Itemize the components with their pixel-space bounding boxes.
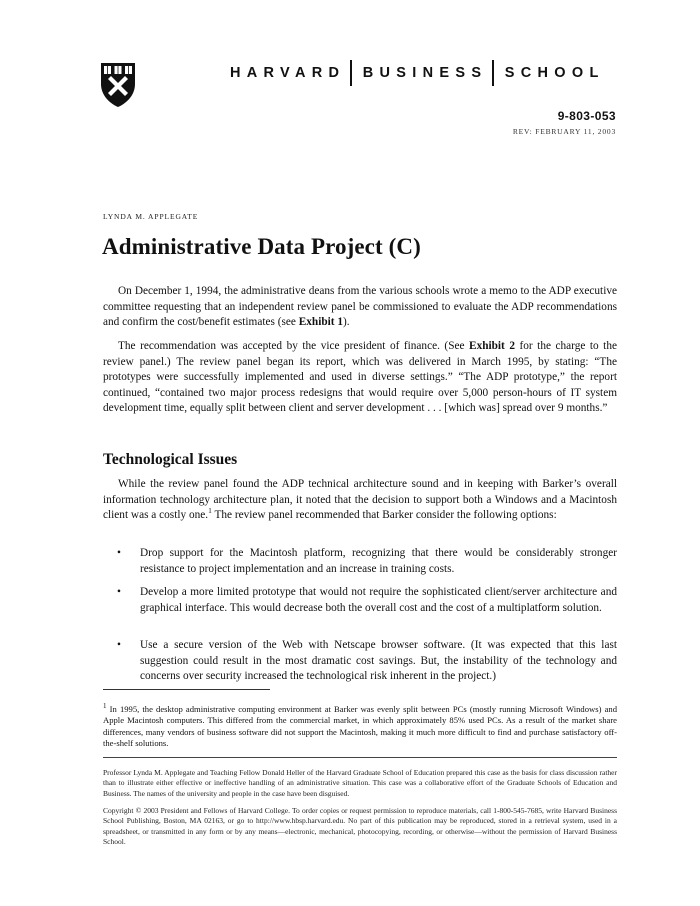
- page-title: Administrative Data Project (C): [102, 234, 421, 259]
- paragraph-3-text: While the review panel found the ADP technical architecture sound and in keeping with Barker’s overall information technology architecture plan, it noted that the decision to support both a Windows and a Macintosh client was a costly one.: [103, 478, 617, 521]
- list-item: [103, 638, 617, 685]
- option-text: Develop a more limited prototype that would not require the sophisticated client/server architecture and graphical interface. This would decrease both the overall cost and the cost of a multiplatform solution.: [140, 586, 617, 614]
- paragraph-2: [103, 339, 617, 417]
- case-number: 9-803-053: [557, 109, 616, 123]
- wordmark-business: BUSINESS: [362, 65, 488, 81]
- paragraph-2-end: for the charge to the review panel.) The review panel began its report, which was delivered in March 1995, by stating: “The prototypes were successfully implemented and used in diverse settings.” “The ADP prototype,” the report continued, “contained two major process redesigns that would require over 5,000 person-hours of IT system development time, equally split between client and server development . . . [which was] spread over 9 months.”: [103, 340, 617, 414]
- prepared-by-note: Professor Lynda M. Applegate and Teaching Fellow Donald Heller of the Harvard Graduate School of Education prepared this case as the basis for class discussion rather than to illustrate either effective or ineffective handling of an administrative situation. This case was a collaborative effort of the Graduate Schools of Education and Business. The names of the university and people in the case have been disguised.: [103, 768, 617, 798]
- paragraph-3-end: The review panel recommended that Barker consider the following options:: [211, 509, 557, 521]
- wordmark-divider: [350, 60, 352, 86]
- revision-date: REV: FEBRUARY 11, 2003: [512, 127, 616, 136]
- footnote-text: In 1995, the desktop administrative computing environment at Barker was evenly split between PCs (mostly running Microsoft Windows) and Apple Macintosh computers. This differed from the commercial market, in which approximately 85% used PCs. As a result of the market share differences, many vendors of business software did not support the Macintosh, making it much more difficult to find and purchase satisfactory off-the-shelf solutions.: [103, 703, 617, 749]
- footnote-ref: 1: [208, 506, 212, 516]
- section-heading: Technological Issues: [103, 451, 238, 468]
- exhibit-2-ref: Exhibit 2: [469, 340, 515, 352]
- list-item: [103, 585, 617, 616]
- option-text: Use a secure version of the Web with Netscape browser software. (It was expected that this last suggestion could result in the most dramatic cost savings. But, the instability of the technology and concerns over security increased the technological risk inherent in the project.): [140, 639, 617, 682]
- copyright-note: Copyright © 2003 President and Fellows of Harvard College. To order copies or request permission to reproduce materials, call 1-800-545-7685, write Harvard Business School Publishing, Boston, MA 02163, or go to http://www.hbsp.harvard.edu. No part of this publication may be reproduced, stored in a retrieval system, used in a spreadsheet, or transmitted in any form or by any means—electronic, mechanical, photocopying, recording, or otherwise—without the permission of Harvard Business School.: [103, 806, 617, 847]
- page-divider: [103, 757, 617, 758]
- bullet-icon: •: [117, 547, 121, 559]
- hbs-shield-logo: [100, 62, 136, 108]
- bullet-icon: •: [117, 639, 121, 651]
- option-text: Drop support for the Macintosh platform, recognizing that there would be considerably stronger resistance to project implementation and an increase in training costs.: [140, 547, 617, 575]
- footnote: [103, 701, 617, 749]
- wordmark-harvard: HARVARD: [230, 65, 346, 81]
- footnote-divider: [103, 689, 270, 690]
- exhibit-1-ref: Exhibit 1: [298, 316, 344, 328]
- paragraph-2-text: The recommendation was accepted by the vice president of finance. (See: [118, 340, 470, 352]
- wordmark-divider: [492, 60, 494, 86]
- list-item: [103, 546, 617, 577]
- wordmark-school: SCHOOL: [504, 65, 605, 81]
- author-line: LYNDA M. APPLEGATE: [103, 212, 199, 221]
- paragraph-1: [103, 284, 617, 331]
- paragraph-3: [103, 477, 617, 524]
- paragraph-1-text: On December 1, 1994, the administrative deans from the various schools wrote a memo to the ADP executive committee requesting that an independent review panel be commissioned to evaluate the ADP recommendations and confirm the cost/benefit estimates (see: [103, 285, 617, 328]
- paragraph-1-end: ).: [343, 316, 350, 328]
- bullet-icon: •: [117, 586, 121, 598]
- footnote-number: 1: [103, 702, 107, 710]
- institution-wordmark: [230, 60, 605, 86]
